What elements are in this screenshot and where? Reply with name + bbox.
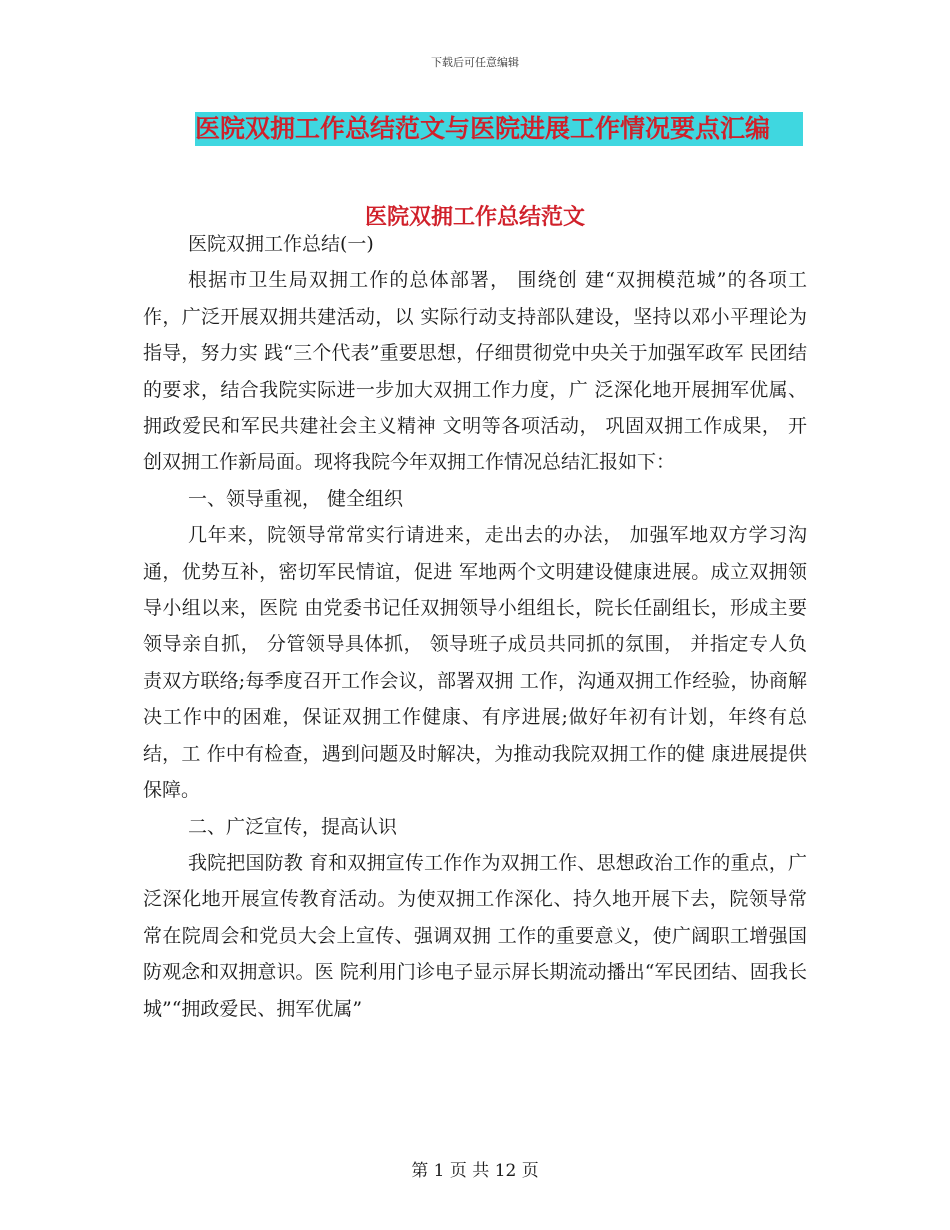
page-number-footer: 第 1 页 共 12 页 bbox=[411, 1161, 539, 1181]
body-paragraph: 我院把国防教 育和双拥宣传工作作为双拥工作、思想政治工作的重点，广 泛深化地开展宣传教育活动。为使双拥工作深化、持久地开展下去，院领导常常在院周会和党员大会上宣传、强调双拥 工作的重要意义，使广阔职工增强国防观念和双拥意识。医 院利用门诊电子显示屏长期流动播出“军民团结、固我长 城”“拥政爱民、拥军优属” bbox=[143, 851, 807, 1020]
document-body bbox=[143, 226, 807, 1027]
body-paragraph: 二、广泛宣传，提高认识 bbox=[188, 815, 398, 838]
body-paragraph: 几年来，院领导常常实行请进来，走出去的办法， 加强军地双方学习沟通，优势互补，密切军民情谊，促进 军地两个文明建设健康进展。成立双拥领导小组以来，医院 由党委书记任双拥领导小组组长，院长任副组长，形成主要 领导亲自抓， 分管领导具体抓， 领导班子成员共同抓的氛围， 并指定专人负责双方联络;每季度召开工作会议，部署双拥 工作，沟通双拥工作经验，协商解决工作中的困难，保证双拥工作健康、有序进展;做好年初有计划，年终有总结，工 作中有检查，遇到问题及时解决，为推动我院双拥工作的健 康进展提供保障。 bbox=[143, 524, 807, 802]
body-paragraph: 根据市卫生局双拥工作的总体部署， 围绕创 建“双拥模范城”的各项工作，广泛开展双拥共建活动，以 实际行动支持部队建设，坚持以邓小平理论为指导，努力实 践“三个代表”重要思想，仔细贯彻党中央关于加强军政军 民团结的要求，结合我院实际进一步加大双拥工作力度，广 泛深化地开展拥军优属、拥政爱民和军民共建社会主义精神 文明等各项活动， 巩固双拥工作成果， 开创双拥工作新局面。现将我院今年双拥工作情况总结汇报如下： bbox=[143, 269, 807, 474]
body-paragraph: 一、领导重视， 健全组织 bbox=[188, 487, 404, 510]
body-paragraph: 医院双拥工作总结(一) bbox=[188, 233, 374, 255]
section-title: 医院双拥工作总结范文 bbox=[364, 204, 585, 230]
document-main-title: 医院双拥工作总结范文与医院进展工作情况要点汇编 bbox=[195, 112, 803, 146]
page-header-note: 下载后可任意编辑 bbox=[431, 56, 519, 69]
